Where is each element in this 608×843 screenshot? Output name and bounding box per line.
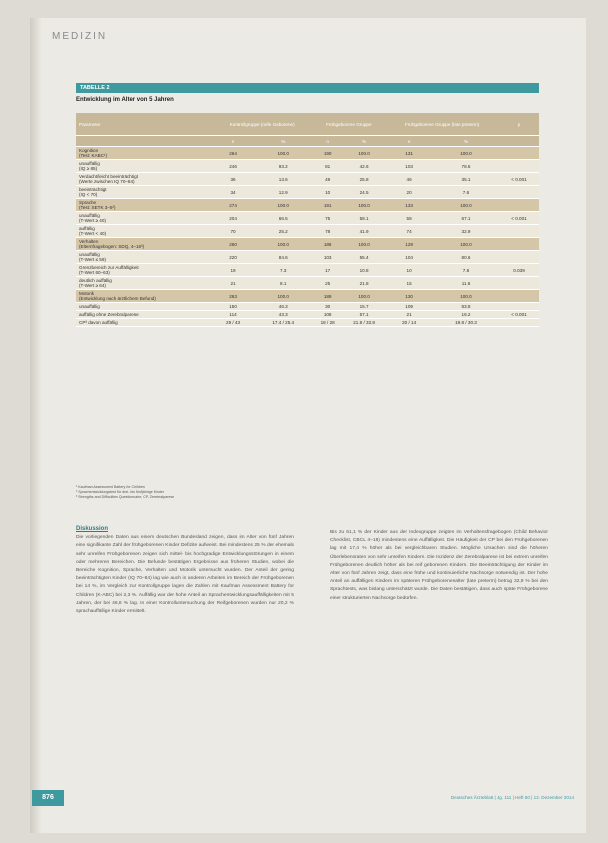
row-sublabel: (T-Wert ≥ 40) [79,218,106,223]
value-cell: 83.8 [433,303,499,311]
value-cell: 100.0 [433,238,499,251]
row-sublabel: (IQ < 70) [79,192,98,197]
value-cell: 103 [312,251,343,264]
value-cell: 274 [212,199,254,212]
value-cell: 21 [212,277,254,290]
value-cell: 10.8 [343,264,385,277]
row-label: unauffällig [79,252,100,257]
value-cell: 46 [385,173,433,186]
column-header-group-2: Frühgeborene Gruppe [312,113,385,136]
value-cell: 55.4 [343,251,385,264]
data-table [76,113,539,327]
value-cell: 100.0 [433,290,499,303]
subheader-n: n [385,136,433,147]
page-number: 876 [32,790,64,806]
column-header-p: p [499,113,539,136]
row-sublabel: (T-Wert < 40) [79,231,107,236]
row-label-cell [76,212,212,225]
table-title: Entwicklung im Alter von 5 Jahren [76,97,174,103]
column-header-parameter: Parameter [76,113,212,136]
subheader-percent: % [254,136,312,147]
table-row [76,319,539,327]
row-label: auffällig ohne Zerebralparese [79,312,139,317]
row-label-cell [76,225,212,238]
value-cell: 20 / 14 [385,319,433,327]
p-value-cell [499,277,539,290]
value-cell: 131 [385,147,433,160]
p-value-cell: < 0.001 [499,212,539,225]
row-sublabel: (T-Wert ≤ 59) [79,257,106,262]
row-label-cell [76,147,212,160]
value-cell: 41.9 [343,225,385,238]
value-cell: 19 [212,264,254,277]
value-cell: 190 [312,147,343,160]
p-value-cell [499,251,539,264]
p-value-cell [499,225,539,238]
value-cell: 8.1 [254,277,312,290]
column-header-group-1: Kontrollgruppe (reife Geborene) [212,113,312,136]
p-value-cell [499,238,539,251]
column-header-group-3: Frühgeborene Gruppe (late preterm) [385,113,499,136]
row-label-cell [76,264,212,277]
row-label-cell [76,290,212,303]
value-cell: 15.7 [343,303,385,311]
value-cell: 25.2 [254,225,312,238]
journal-citation: Deutsches Ärzteblatt | Jg. 111 | Heft 50 | 12. Dezember 2014 [450,795,574,800]
value-cell: 93.2 [254,160,312,173]
section-heading: Diskussion [76,526,109,532]
value-cell: 108 [312,311,343,319]
value-cell: 25 [312,277,343,290]
value-cell: 36 [212,173,254,186]
value-cell: 66.5 [254,212,312,225]
p-value-cell [499,303,539,311]
value-cell: 19.8 / 30.3 [433,319,499,327]
value-cell: 78.6 [433,160,499,173]
value-cell: 12.9 [254,186,312,199]
value-cell: 24.5 [343,186,385,199]
value-cell: 109 [385,303,433,311]
table-row [76,303,539,311]
subheader-blank [76,136,212,147]
value-cell: 49 [312,173,343,186]
table-row [76,264,539,277]
row-label: auffällig [79,226,95,231]
row-label-cell [76,199,212,212]
value-cell: 100.0 [254,238,312,251]
value-cell: 59 [385,212,433,225]
value-cell: 114 [212,311,254,319]
row-sublabel: (Entwicklung nach ärztlichem Befund) [79,296,156,301]
row-label: deutlich auffällig [79,278,112,283]
row-label-cell [76,319,212,327]
value-cell: 58.1 [343,212,385,225]
value-cell: 186 [312,238,343,251]
footnote: ¹ Kaufman Assessment Battery for Children [76,485,145,489]
value-cell: 100.0 [343,147,385,160]
p-value-cell: < 0.001 [499,173,539,186]
row-sublabel: (Werte zwischen IQ 70–84) [79,179,135,184]
row-label: unauffällig [79,161,100,166]
footnote: ³ Strengths and Difficulties Questionnaire; CP, Zerebralparese [76,495,175,499]
row-label: Motorik [79,291,95,296]
row-label: beeinträchtigt [79,187,107,192]
value-cell: 130 [385,290,433,303]
table-row [76,251,539,264]
table-row [76,238,539,251]
value-cell: 100.0 [433,199,499,212]
row-label: CP³ davon auffällig [79,320,118,325]
value-cell: 29 / 43 [212,319,254,327]
value-cell: 264 [212,147,254,160]
value-cell: 70 [212,225,254,238]
row-sublabel: (Test: SETK 3–5²) [79,205,116,210]
row-label: Kognition [79,148,99,153]
value-cell: 189 [312,290,343,303]
value-cell: 17.4 / 25.4 [254,319,312,327]
row-label-cell [76,173,212,186]
table-row [76,212,539,225]
footnote: ² Sprachentwicklungstest für drei- bis fünfjährige Kinder [76,490,165,494]
table-row [76,311,539,319]
value-cell: 57.1 [343,311,385,319]
value-cell: 100.0 [343,290,385,303]
row-sublabel: (Elternfragebogen: SDQ, 4–16³) [79,244,145,249]
row-label-cell [76,303,212,311]
table-row [76,290,539,303]
value-cell: 18 / 28 [312,319,343,327]
section-header: MEDIZIN [52,31,108,42]
row-label-cell [76,238,212,251]
row-sublabel: (Test: KABC¹) [79,153,108,158]
value-cell: 81 [312,160,343,173]
value-cell: 100.0 [433,147,499,160]
value-cell: 21.8 / 33.8 [343,319,385,327]
value-cell: 100.0 [254,199,312,212]
table-row [76,160,539,173]
row-label: Verdacht/leicht beeinträchtigt [79,174,138,179]
value-cell: 7.6 [433,186,499,199]
value-cell: 10 [312,186,343,199]
row-label: Verhalten [79,239,99,244]
row-label-cell [76,251,212,264]
value-cell: 133 [385,199,433,212]
row-label-cell [76,311,212,319]
subheader-n: n [312,136,343,147]
table-row [76,277,539,290]
value-cell: 67.1 [433,212,499,225]
value-cell: 103 [385,160,433,173]
value-cell: 220 [212,251,254,264]
value-cell: 10 [385,264,433,277]
subheader-n: n [212,136,254,147]
row-label: Sprache [79,200,97,205]
row-label-cell [76,277,212,290]
subheader-percent: % [433,136,499,147]
row-label-cell [76,160,212,173]
value-cell: 191 [312,199,343,212]
table-row [76,186,539,199]
value-cell: 75 [312,212,343,225]
value-cell: 21.8 [343,277,385,290]
value-cell: 263 [212,290,254,303]
row-sublabel: (IQ ≥ 85) [79,166,98,171]
text-column-right [330,529,548,603]
value-cell: 34 [212,186,254,199]
body-paragraph: Bis zu 61,1 % der Kinder aus der Indexgruppe zeigten im Verhaltensfragebogen (Child Behavior Checklist, CBCL 4–18) mindestens eine Auffälligkeit. Die Häufigkeit der CP bei den Frühgeborenen lag mit 17,4 % höher als bei vergleichbaren Studien. Mögliche Ursachen sind die höheren Überlebensraten von sehr unreifen Kindern. Die Inzidenz der Zerebralparese ist bei extrem unreifen Frühgeborenen deutlich höher als bei reif geborenen Kindern. Die Beeinträchtigung der Kinder im Alter von fünf Jahren zeigt, dass eine frühe und kontinuierliche Nachsorge notwendig ist. Der hohe Anteil an auffälligen Kindern im späteren Frühgeborenenalter (late preterm) betrug 32,9 % bei den Sprachtests, was bislang unterschätzt wurde. Die Daten bestätigen, dass auch späte Frühgeborene einer strukturierten Nachsorge bedürfen. [330,530,548,601]
table-row [76,147,539,160]
value-cell: 100.0 [343,238,385,251]
value-cell: 30 [312,303,343,311]
value-cell: 100.0 [254,290,312,303]
value-cell: 100.0 [343,199,385,212]
value-cell: 32.9 [433,225,499,238]
value-cell: 25.8 [343,173,385,186]
value-cell: 204 [212,212,254,225]
p-value-cell: < 0.001 [499,311,539,319]
value-cell: 150 [212,303,254,311]
table-row [76,199,539,212]
p-value-cell [499,147,539,160]
row-label-cell [76,186,212,199]
value-cell: 35.1 [433,173,499,186]
page-fold-shadow [30,18,42,833]
value-cell: 42.6 [343,160,385,173]
value-cell: 11.6 [433,277,499,290]
row-label: unauffällig [79,213,100,218]
row-sublabel: (T-Wert 60–63) [79,270,110,275]
body-paragraph: Die vorliegenden Daten aus einem deutschen Bundesland zeigen, dass im Alter von fünf Jahren eine signifikante Zahl der frühgeborenen Kinder Defizite aufweist. Bei mindestens 25 % der ehemals sehr unreifen Frühgeborenen zeigen sich mittel- bis hochgradige Entwicklungsstörungen in einem oder mehreren Bereichen. Die Befunde bestätigen Ergebnisse aus früheren Studien, wobei die Bereiche Kognition, Sprache, Verhalten und Motorik untersucht wurden. Der Anteil der gering beeinträchtigten Kinder (IQ 70–84) lag wie auch in anderen Arbeiten im Bereich der Frühgeborenen bei 14 %, im Vergleich zur Kontrollgruppe lagen die Zahlen mit Kaufman Assessment Battery for Children (K-ABC) bei 2,3 %. Auffällig war der hohe Anteil an Sprachentwicklungsauffälligkeiten mit 5 Jahren, der bei 46,8 % lag. In einer Kontrolluntersuchung der Reifgeborenen wurden nur 20,2 % sprachauffällige Kinder ermittelt. [76,535,294,615]
value-cell: 46.3 [254,303,312,311]
value-cell: 20 [385,186,433,199]
value-cell: 74 [385,225,433,238]
table-row [76,173,539,186]
value-cell: 15 [385,277,433,290]
p-value-cell [499,290,539,303]
p-value-cell [499,160,539,173]
row-label: Grenzbereich zur Auffälligkeit [79,265,139,270]
value-cell: 17 [312,264,343,277]
subheader-blank [499,136,539,147]
value-cell: 7.8 [433,264,499,277]
value-cell: 43.3 [254,311,312,319]
table-footnotes [76,485,174,500]
value-cell: 104 [385,251,433,264]
value-cell: 260 [212,238,254,251]
subheader-percent: % [343,136,385,147]
value-cell: 246 [212,160,254,173]
value-cell: 78 [312,225,343,238]
p-value-cell: 0.039 [499,264,539,277]
p-value-cell [499,186,539,199]
value-cell: 21 [385,311,433,319]
p-value-cell [499,319,539,327]
table-label: TABELLE 2 [76,83,539,93]
value-cell: 7.3 [254,264,312,277]
p-value-cell [499,199,539,212]
table-body [76,147,539,327]
row-label: unauffällig [79,304,100,309]
value-cell: 13.6 [254,173,312,186]
text-column-left [76,525,294,616]
value-cell: 16.2 [433,311,499,319]
table-row [76,225,539,238]
value-cell: 80.6 [433,251,499,264]
value-cell: 100.0 [254,147,312,160]
value-cell: 129 [385,238,433,251]
value-cell: 84.6 [254,251,312,264]
row-sublabel: (T-Wert ≥ 64) [79,283,106,288]
